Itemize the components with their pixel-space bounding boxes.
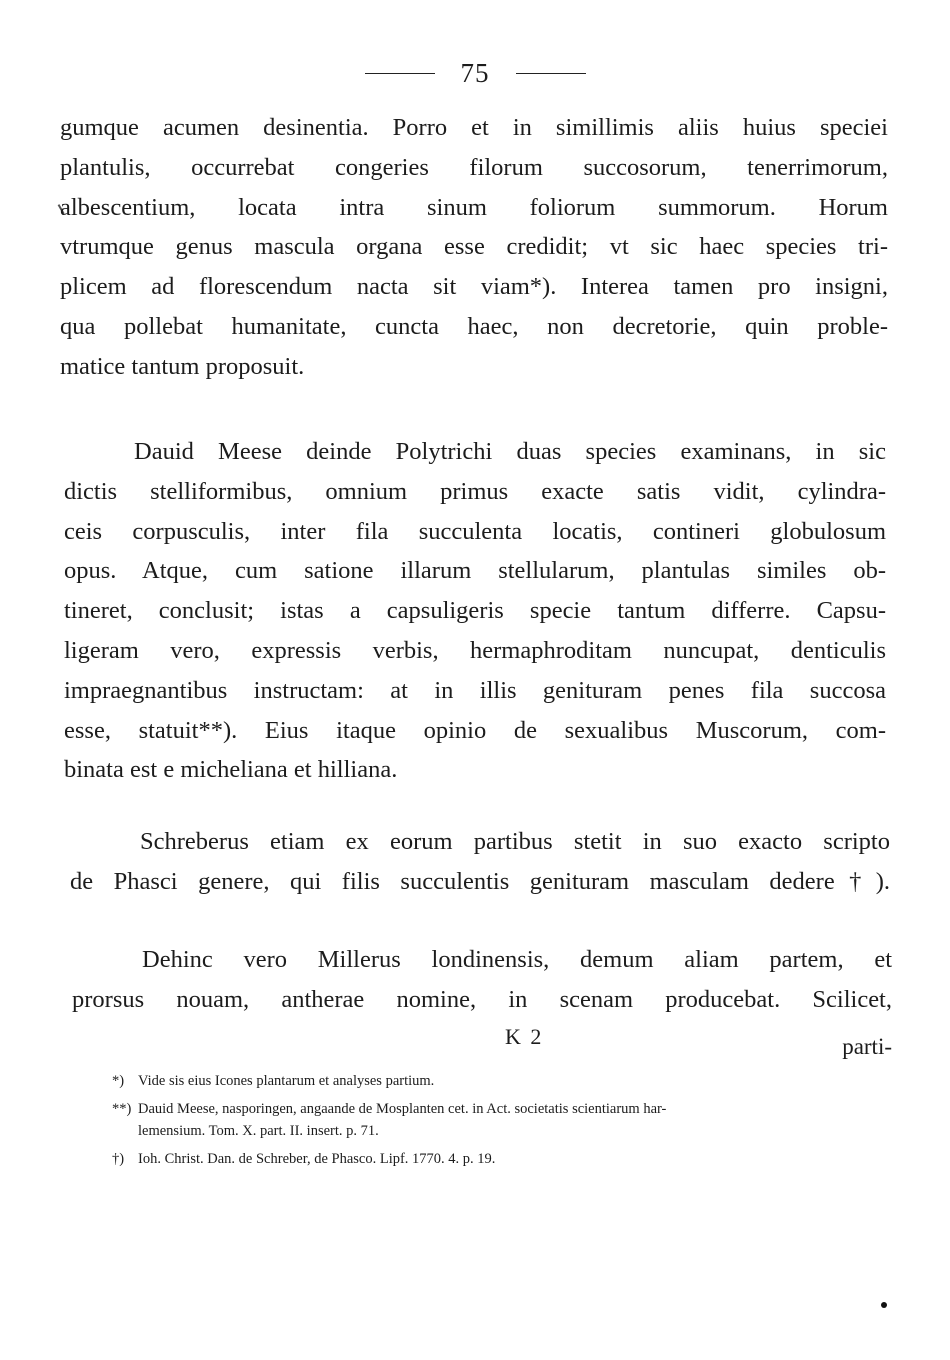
text-line: de Phasci genere, qui filis succulentis genituram masculam dedere†). xyxy=(70,867,890,895)
footnotes xyxy=(112,1070,892,1170)
paragraph-2 xyxy=(64,432,886,790)
text-line: plicem ad florescendum nacta sit viam*). Interea tamen pro insigni, xyxy=(60,273,888,301)
text-line: plantulis, occurrebat congeries filorum succosorum, tenerrimorum, xyxy=(60,153,888,181)
footnote-mark: **) xyxy=(112,1101,132,1117)
header-rule-left xyxy=(365,73,435,74)
text-line: Dauid Meese deinde Polytrichi duas species examinans, in sic xyxy=(134,438,886,465)
footnote-text: Dauid Meese, nasporingen, angaande de Mosplanten cet. in Act. societatis scientiarum har- xyxy=(138,1101,667,1117)
text-line: albescentium, locata intra sinum foliorum summorum. Horum xyxy=(60,193,888,221)
footnote-2 xyxy=(112,1098,892,1120)
text-line: qua pollebat humanitate, cuncta haec, non decretorie, quin proble- xyxy=(60,312,888,340)
text-line: matice tantum proposuit. xyxy=(60,352,305,380)
paragraph-1 xyxy=(60,108,888,387)
footnote-3 xyxy=(112,1148,892,1170)
paragraph-4 xyxy=(72,940,892,1020)
footnote-mark: *) xyxy=(112,1073,125,1089)
text-line: Dehinc vero Millerus londinensis, demum aliam partem, et xyxy=(142,946,892,973)
page-header xyxy=(0,58,950,98)
footnote-text: Ioh. Christ. Dan. de Schreber, de Phasco. Lipf. 1770. 4. p. 19. xyxy=(138,1151,496,1167)
text-line: opus. Atque, cum satione illarum stellularum, plantulas similes ob- xyxy=(64,557,886,585)
page-speck xyxy=(881,1302,887,1308)
signature-mark: K 2 xyxy=(505,1024,544,1049)
text-line: Schreberus etiam ex eorum partibus stetit in suo exacto scripto xyxy=(140,828,890,855)
text-line: ligeram vero, expressis verbis, hermaphroditam nuncupat, denticulis xyxy=(64,636,886,664)
text-line: tineret, conclusit; istas a capsuligeris specie tantum differre. Capsu- xyxy=(64,597,886,625)
footnote-1 xyxy=(112,1070,892,1092)
footnote-text: Vide sis eius Icones plantarum et analyses partium. xyxy=(138,1073,435,1089)
text-line: impraegnantibus instructam: at in illis genituram penes fila succosa xyxy=(64,676,886,704)
catchword: parti- xyxy=(842,1034,892,1059)
header-rule-right xyxy=(516,73,586,74)
text-line: esse, statuit**). Eius itaque opinio de sexualibus Muscorum, com- xyxy=(64,716,886,744)
text-line: dictis stelliformibus, omnium primus exacte satis vidit, cylindra- xyxy=(64,477,886,505)
text-line: gumque acumen desinentia. Porro et in simillimis aliis huius speciei xyxy=(60,114,888,141)
text-line: vtrumque genus mascula organa esse credidit; vt sic haec species tri- xyxy=(60,233,888,261)
footnote-mark: †) xyxy=(112,1151,125,1167)
text-line: binata est e micheliana et hilliana. xyxy=(64,756,398,784)
footnote-2-continuation: lemensium. Tom. X. part. II. insert. p. 71. xyxy=(138,1123,379,1139)
text-line: prorsus nouam, antherae nomine, in scenam producebat. Scilicet, xyxy=(72,985,892,1013)
paragraph-3 xyxy=(70,822,890,902)
page-number: 75 xyxy=(460,58,490,88)
text-line: ceis corpusculis, inter fila succulenta locatis, contineri globulosum xyxy=(64,517,886,545)
